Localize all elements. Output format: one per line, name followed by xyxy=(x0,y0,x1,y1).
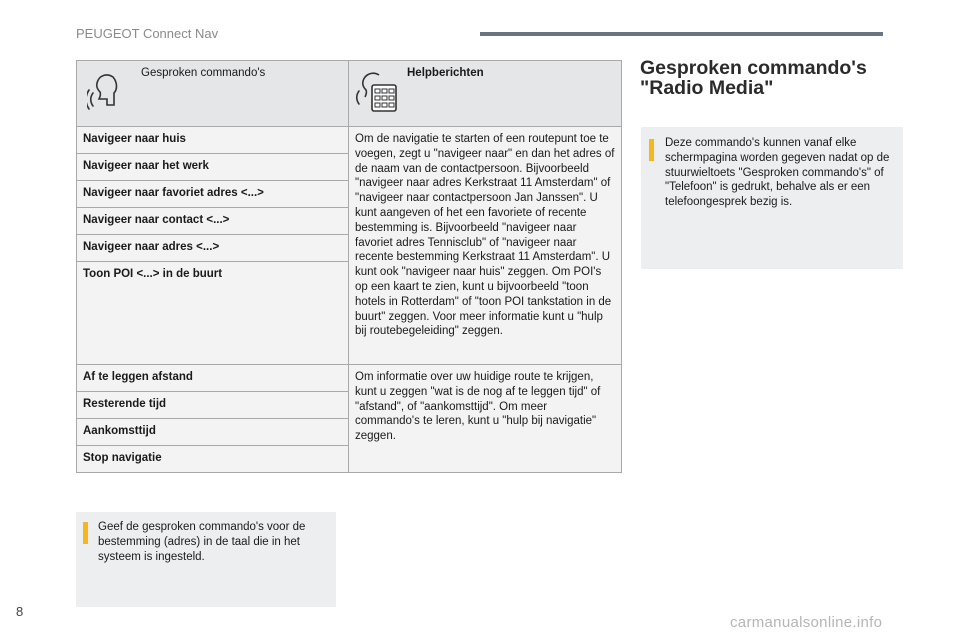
command-cell: Navigeer naar favoriet adres <...> xyxy=(77,181,349,208)
command-cell: Toon POI <...> in de buurt xyxy=(77,262,349,365)
watermark: carmanualsonline.info xyxy=(730,614,883,631)
info-marker-icon xyxy=(83,522,88,544)
note-language-text: Geef de gesproken commando's voor de bestemming (adres) in de taal die in het systeem is ingesteld. xyxy=(98,521,306,563)
note-radio-media-text: Deze commando's kunnen vanaf elke schermpagina worden gegeven nadat op de stuurwieltoets "Gesproken commando's" of "Telefoon" is gedrukt, behalve als er een telefoongesprek bezig is. xyxy=(665,137,890,209)
note-radio-media xyxy=(641,127,903,269)
command-cell: Navigeer naar het werk xyxy=(77,154,349,181)
header-rule xyxy=(480,32,883,36)
command-cell: Af te leggen afstand xyxy=(77,365,349,392)
command-cell: Stop navigatie xyxy=(77,446,349,473)
help-message-icon xyxy=(355,71,399,115)
help-cell-route-info: Om informatie over uw huidige route te krijgen, kunt u zeggen "wat is de nog af te leggen tijd" of "afstand", of "aankomsttijd". Om meer commando's te leren, kunt u "hulp bij navigatie" zeggen. xyxy=(349,365,622,473)
col-header-commands xyxy=(77,61,349,127)
command-cell: Navigeer naar huis xyxy=(77,127,349,154)
col-header-help xyxy=(349,61,622,127)
command-cell: Resterende tijd xyxy=(77,392,349,419)
section-title: Gesproken commando's "Radio Media" xyxy=(640,57,867,99)
help-cell-navigation: Om de navigatie te starten of een routepunt toe te voegen, zegt u "navigeer naar" en dan het adres of de naam van de contactpersoon. Bijvoorbeeld "navigeer naar adres Kerkstraat 11 Amsterdam" of "navigeer naar contactpersoon Jan Janssen". U kunt aangeven of het een favoriete of recente bestemming is. Bijvoorbeeld "navigeer naar favoriet adres Tennisclub" of "navigeer naar recente bestemming Kerkstraat 11 Amsterdam". U kunt ook "navigeer naar huis" zeggen. Om POI's op een kaart te zien, kunt u bijvoorbeeld "toon hotels in Rotterdam" of "toon POI tankstation in de buurt" zeggen. Voor meer informatie kunt u "hulp bij routebegeleiding" zeggen. xyxy=(349,127,622,365)
col-header-help-label: Helpberichten xyxy=(407,67,484,79)
col-header-commands-label: Gesproken commando's xyxy=(141,67,266,79)
voice-command-icon xyxy=(87,71,123,111)
note-language xyxy=(76,512,336,607)
command-cell: Aankomsttijd xyxy=(77,419,349,446)
info-marker-icon xyxy=(649,139,654,161)
voice-commands-table xyxy=(76,60,622,473)
page-number: 8 xyxy=(16,604,24,619)
command-cell: Navigeer naar adres <...> xyxy=(77,235,349,262)
command-cell: Navigeer naar contact <...> xyxy=(77,208,349,235)
running-header: PEUGEOT Connect Nav xyxy=(76,26,219,41)
